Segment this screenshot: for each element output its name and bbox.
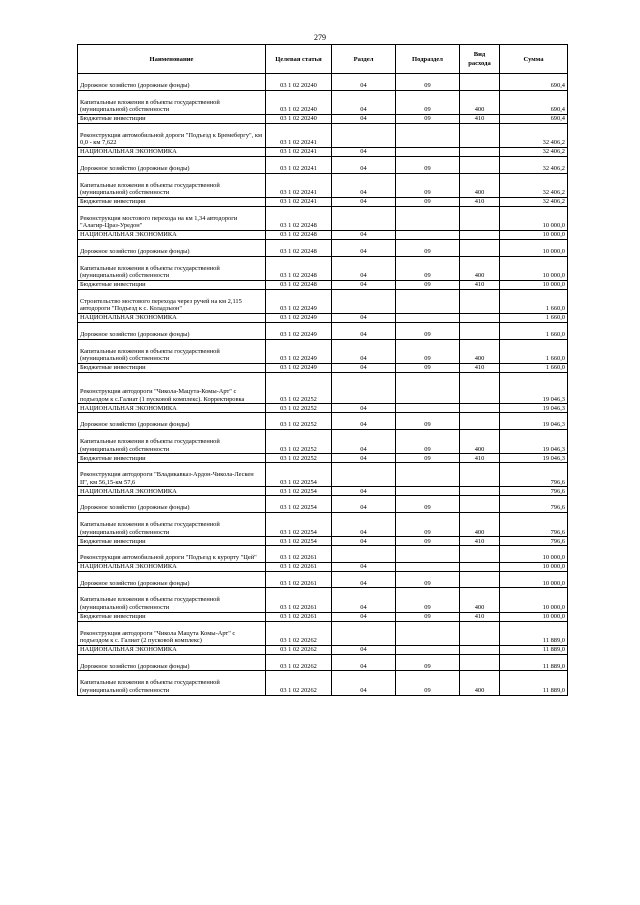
cell-subsection: 09 <box>396 239 460 256</box>
cell-name: НАЦИОНАЛЬНАЯ ЭКОНОМИКА <box>78 230 266 239</box>
cell-sum: 796,6 <box>500 463 568 487</box>
cell-subsection: 09 <box>396 90 460 114</box>
cell-sum: 10 000,0 <box>500 546 568 563</box>
cell-section: 04 <box>332 454 396 463</box>
cell-code: 03 1 02 20261 <box>266 588 332 612</box>
table-header-row <box>78 45 568 74</box>
table-row <box>78 487 568 496</box>
cell-sum: 11 889,0 <box>500 654 568 671</box>
cell-expense-type <box>460 230 500 239</box>
cell-name: Реконструкция автодороги "Чикола-Мацута-Комы-Арт" с подъездом к с.Галиат (1 пусковой комплекс). Корректировка <box>78 372 266 404</box>
cell-section: 04 <box>332 513 396 537</box>
cell-sum: 796,6 <box>500 513 568 537</box>
cell-name: Бюджетные инвестиции <box>78 197 266 206</box>
cell-name: Бюджетные инвестиции <box>78 612 266 621</box>
cell-name: Дорожное хозяйство (дорожные фонды) <box>78 496 266 513</box>
cell-code: 03 1 02 20254 <box>266 487 332 496</box>
cell-section: 04 <box>332 256 396 280</box>
cell-section: 04 <box>332 413 396 430</box>
cell-expense-type <box>460 487 500 496</box>
cell-code: 03 1 02 20252 <box>266 454 332 463</box>
cell-code: 03 1 02 20241 <box>266 123 332 147</box>
table-row <box>78 571 568 588</box>
cell-code: 03 1 02 20248 <box>266 256 332 280</box>
cell-expense-type <box>460 645 500 654</box>
cell-code: 03 1 02 20241 <box>266 197 332 206</box>
cell-section: 04 <box>332 114 396 123</box>
table-row <box>78 413 568 430</box>
cell-name: Капитальные вложения в объекты государственной (муниципальной) собственности <box>78 256 266 280</box>
cell-code: 03 1 02 20262 <box>266 654 332 671</box>
cell-sum: 690,4 <box>500 90 568 114</box>
cell-expense-type <box>460 463 500 487</box>
cell-subsection: 09 <box>396 339 460 363</box>
table-row <box>78 404 568 413</box>
table-row <box>78 230 568 239</box>
cell-sum: 10 000,0 <box>500 206 568 230</box>
cell-name: Дорожное хозяйство (дорожные фонды) <box>78 156 266 173</box>
cell-subsection: 09 <box>396 571 460 588</box>
cell-section: 04 <box>332 363 396 372</box>
header-expense-type: Вид расхода <box>460 45 500 74</box>
cell-sum: 10 000,0 <box>500 571 568 588</box>
cell-sum: 19 046,3 <box>500 372 568 404</box>
cell-subsection <box>396 147 460 156</box>
table-row <box>78 156 568 173</box>
cell-expense-type: 400 <box>460 430 500 454</box>
cell-expense-type <box>460 562 500 571</box>
cell-code: 03 1 02 20249 <box>266 313 332 322</box>
cell-subsection <box>396 123 460 147</box>
table-row <box>78 621 568 645</box>
table-row <box>78 513 568 537</box>
table-row <box>78 562 568 571</box>
cell-name: Дорожное хозяйство (дорожные фонды) <box>78 322 266 339</box>
cell-subsection <box>396 621 460 645</box>
cell-expense-type <box>460 654 500 671</box>
cell-expense-type <box>460 206 500 230</box>
cell-code: 03 1 02 20240 <box>266 74 332 91</box>
cell-expense-type: 400 <box>460 588 500 612</box>
cell-expense-type: 410 <box>460 280 500 289</box>
cell-expense-type: 410 <box>460 197 500 206</box>
table-row <box>78 496 568 513</box>
cell-expense-type <box>460 496 500 513</box>
cell-sum: 10 000,0 <box>500 239 568 256</box>
cell-expense-type <box>460 546 500 563</box>
cell-name: НАЦИОНАЛЬНАЯ ЭКОНОМИКА <box>78 562 266 571</box>
cell-name: НАЦИОНАЛЬНАЯ ЭКОНОМИКА <box>78 487 266 496</box>
header-sum: Сумма <box>500 45 568 74</box>
cell-section: 04 <box>332 487 396 496</box>
table-row <box>78 74 568 91</box>
cell-name: НАЦИОНАЛЬНАЯ ЭКОНОМИКА <box>78 404 266 413</box>
cell-expense-type <box>460 123 500 147</box>
cell-subsection: 09 <box>396 513 460 537</box>
cell-name: Капитальные вложения в объекты государственной (муниципальной) собственности <box>78 90 266 114</box>
cell-sum: 32 406,2 <box>500 197 568 206</box>
cell-subsection <box>396 206 460 230</box>
cell-section <box>332 123 396 147</box>
cell-section: 04 <box>332 562 396 571</box>
cell-sum: 32 406,2 <box>500 123 568 147</box>
cell-section: 04 <box>332 339 396 363</box>
cell-section: 04 <box>332 239 396 256</box>
table-row <box>78 363 568 372</box>
cell-code: 03 1 02 20254 <box>266 496 332 513</box>
cell-expense-type: 410 <box>460 612 500 621</box>
table-row <box>78 313 568 322</box>
table-row <box>78 123 568 147</box>
cell-name: Реконструкция автомобильной дороги "Подъезд к Бремебергу", км 0,0 - км 7,622 <box>78 123 266 147</box>
cell-expense-type: 410 <box>460 363 500 372</box>
cell-code: 03 1 02 20249 <box>266 363 332 372</box>
cell-section: 04 <box>332 571 396 588</box>
cell-expense-type: 410 <box>460 537 500 546</box>
table-row <box>78 173 568 197</box>
cell-section: 04 <box>332 671 396 695</box>
cell-section: 04 <box>332 74 396 91</box>
cell-expense-type <box>460 621 500 645</box>
table-row <box>78 197 568 206</box>
cell-section: 04 <box>332 645 396 654</box>
cell-name: Реконструкция мостового перехода на км 1,34 автодороги "Алагир-Цраз-Уредон" <box>78 206 266 230</box>
cell-sum: 32 406,2 <box>500 156 568 173</box>
cell-expense-type <box>460 147 500 156</box>
table-row <box>78 147 568 156</box>
cell-code: 03 1 02 20240 <box>266 90 332 114</box>
cell-code: 03 1 02 20241 <box>266 156 332 173</box>
cell-code: 03 1 02 20241 <box>266 173 332 197</box>
cell-subsection <box>396 313 460 322</box>
cell-code: 03 1 02 20261 <box>266 562 332 571</box>
cell-section: 04 <box>332 147 396 156</box>
cell-code: 03 1 02 20248 <box>266 280 332 289</box>
cell-name: Бюджетные инвестиции <box>78 114 266 123</box>
cell-section: 04 <box>332 588 396 612</box>
cell-subsection: 09 <box>396 496 460 513</box>
cell-name: НАЦИОНАЛЬНАЯ ЭКОНОМИКА <box>78 645 266 654</box>
cell-section: 04 <box>332 197 396 206</box>
cell-expense-type <box>460 74 500 91</box>
cell-section <box>332 372 396 404</box>
cell-sum: 10 000,0 <box>500 230 568 239</box>
cell-expense-type: 400 <box>460 339 500 363</box>
table-row <box>78 372 568 404</box>
cell-sum: 1 660,0 <box>500 363 568 372</box>
cell-expense-type <box>460 156 500 173</box>
cell-subsection: 09 <box>396 454 460 463</box>
cell-expense-type: 400 <box>460 173 500 197</box>
cell-name: Реконструкция автодороги "Чикола Мацута Комы-Арт" с подъездом к с. Галиат (2 пусковой комплекс) <box>78 621 266 645</box>
cell-sum: 19 046,3 <box>500 430 568 454</box>
cell-code: 03 1 02 20262 <box>266 621 332 645</box>
cell-subsection: 09 <box>396 114 460 123</box>
cell-section <box>332 289 396 313</box>
cell-section: 04 <box>332 156 396 173</box>
cell-section: 04 <box>332 537 396 546</box>
cell-section: 04 <box>332 612 396 621</box>
cell-subsection: 09 <box>396 280 460 289</box>
cell-name: Капитальные вложения в объекты государственной (муниципальной) собственности <box>78 173 266 197</box>
cell-name: Дорожное хозяйство (дорожные фонды) <box>78 654 266 671</box>
cell-code: 03 1 02 20249 <box>266 322 332 339</box>
cell-section <box>332 206 396 230</box>
cell-subsection: 09 <box>396 74 460 91</box>
cell-subsection: 09 <box>396 413 460 430</box>
header-subsection: Подраздел <box>396 45 460 74</box>
table-row <box>78 280 568 289</box>
table-row <box>78 588 568 612</box>
cell-expense-type <box>460 239 500 256</box>
table-row <box>78 654 568 671</box>
cell-expense-type <box>460 404 500 413</box>
cell-expense-type: 410 <box>460 454 500 463</box>
cell-subsection: 09 <box>396 430 460 454</box>
cell-expense-type <box>460 322 500 339</box>
cell-sum: 796,6 <box>500 496 568 513</box>
cell-sum: 11 889,0 <box>500 671 568 695</box>
cell-name: Реконструкция автомобильной дороги "Подъезд к курорту "Цей" <box>78 546 266 563</box>
cell-code: 03 1 02 20252 <box>266 404 332 413</box>
cell-section <box>332 546 396 563</box>
cell-name: Дорожное хозяйство (дорожные фонды) <box>78 239 266 256</box>
cell-subsection: 09 <box>396 322 460 339</box>
cell-expense-type <box>460 289 500 313</box>
cell-sum: 19 046,3 <box>500 404 568 413</box>
table-row <box>78 322 568 339</box>
cell-sum: 10 000,0 <box>500 588 568 612</box>
cell-section: 04 <box>332 90 396 114</box>
cell-subsection: 09 <box>396 197 460 206</box>
cell-code: 03 1 02 20262 <box>266 671 332 695</box>
cell-name: Реконструкция автодороги "Владикавказ-Ардон-Чикола-Лескен II", км 56,15-км 57,6 <box>78 463 266 487</box>
cell-code: 03 1 02 20248 <box>266 239 332 256</box>
cell-code: 03 1 02 20261 <box>266 546 332 563</box>
page-number: 279 <box>314 33 326 42</box>
cell-code: 03 1 02 20249 <box>266 339 332 363</box>
cell-expense-type: 400 <box>460 513 500 537</box>
cell-expense-type: 400 <box>460 256 500 280</box>
cell-name: НАЦИОНАЛЬНАЯ ЭКОНОМИКА <box>78 147 266 156</box>
cell-sum: 10 000,0 <box>500 280 568 289</box>
cell-section: 04 <box>332 322 396 339</box>
cell-section: 04 <box>332 404 396 413</box>
cell-sum: 32 406,2 <box>500 173 568 197</box>
cell-section <box>332 621 396 645</box>
budget-table <box>77 44 568 696</box>
cell-code: 03 1 02 20252 <box>266 430 332 454</box>
cell-name: Строительство мостового перехода через ручей на км 2,115 автодороги "Подъезд к с. Коладзыон" <box>78 289 266 313</box>
cell-sum: 32 406,2 <box>500 147 568 156</box>
header-section: Раздел <box>332 45 396 74</box>
cell-sum: 1 660,0 <box>500 313 568 322</box>
cell-code: 03 1 02 20261 <box>266 612 332 621</box>
cell-sum: 11 889,0 <box>500 621 568 645</box>
cell-subsection <box>396 562 460 571</box>
table-row <box>78 114 568 123</box>
header-name: Наименование <box>78 45 266 74</box>
table-row <box>78 537 568 546</box>
cell-subsection: 09 <box>396 363 460 372</box>
cell-name: Бюджетные инвестиции <box>78 363 266 372</box>
cell-sum: 10 000,0 <box>500 562 568 571</box>
cell-section: 04 <box>332 173 396 197</box>
table-row <box>78 612 568 621</box>
cell-code: 03 1 02 20254 <box>266 537 332 546</box>
table-row <box>78 430 568 454</box>
cell-expense-type <box>460 372 500 404</box>
cell-sum: 690,4 <box>500 114 568 123</box>
cell-code: 03 1 02 20249 <box>266 289 332 313</box>
table-row <box>78 239 568 256</box>
cell-subsection: 09 <box>396 173 460 197</box>
cell-section: 04 <box>332 430 396 454</box>
table-row <box>78 463 568 487</box>
cell-expense-type <box>460 571 500 588</box>
cell-code: 03 1 02 20252 <box>266 413 332 430</box>
cell-subsection <box>396 463 460 487</box>
cell-subsection <box>396 645 460 654</box>
cell-sum: 1 660,0 <box>500 322 568 339</box>
cell-subsection: 09 <box>396 671 460 695</box>
cell-name: Бюджетные инвестиции <box>78 537 266 546</box>
cell-expense-type: 410 <box>460 114 500 123</box>
cell-sum: 10 000,0 <box>500 256 568 280</box>
header-code: Целевая статья <box>266 45 332 74</box>
cell-name: Дорожное хозяйство (дорожные фонды) <box>78 571 266 588</box>
cell-code: 03 1 02 20252 <box>266 372 332 404</box>
cell-sum: 19 046,3 <box>500 454 568 463</box>
cell-subsection <box>396 289 460 313</box>
cell-section: 04 <box>332 496 396 513</box>
cell-name: НАЦИОНАЛЬНАЯ ЭКОНОМИКА <box>78 313 266 322</box>
cell-subsection: 09 <box>396 612 460 621</box>
table-row <box>78 289 568 313</box>
table-row <box>78 206 568 230</box>
cell-name: Капитальные вложения в объекты государственной (муниципальной) собственности <box>78 513 266 537</box>
table-row <box>78 339 568 363</box>
cell-name: Капитальные вложения в объекты государственной (муниципальной) собственности <box>78 430 266 454</box>
cell-section: 04 <box>332 280 396 289</box>
cell-section: 04 <box>332 230 396 239</box>
cell-code: 03 1 02 20248 <box>266 230 332 239</box>
cell-subsection: 09 <box>396 537 460 546</box>
cell-expense-type: 400 <box>460 671 500 695</box>
cell-expense-type <box>460 413 500 430</box>
cell-code: 03 1 02 20254 <box>266 463 332 487</box>
cell-code: 03 1 02 20240 <box>266 114 332 123</box>
cell-sum: 11 889,0 <box>500 645 568 654</box>
cell-subsection: 09 <box>396 256 460 280</box>
cell-subsection: 09 <box>396 156 460 173</box>
table-row <box>78 454 568 463</box>
cell-name: Бюджетные инвестиции <box>78 280 266 289</box>
cell-code: 03 1 02 20254 <box>266 513 332 537</box>
cell-code: 03 1 02 20262 <box>266 645 332 654</box>
cell-subsection <box>396 372 460 404</box>
table-row <box>78 256 568 280</box>
cell-name: Капитальные вложения в объекты государственной (муниципальной) собственности <box>78 671 266 695</box>
cell-name: Дорожное хозяйство (дорожные фонды) <box>78 413 266 430</box>
cell-name: Дорожное хозяйство (дорожные фонды) <box>78 74 266 91</box>
cell-subsection <box>396 546 460 563</box>
cell-subsection <box>396 230 460 239</box>
cell-sum: 19 046,3 <box>500 413 568 430</box>
cell-sum: 796,6 <box>500 537 568 546</box>
cell-name: Бюджетные инвестиции <box>78 454 266 463</box>
cell-expense-type: 400 <box>460 90 500 114</box>
cell-sum: 796,6 <box>500 487 568 496</box>
cell-sum: 10 000,0 <box>500 612 568 621</box>
cell-code: 03 1 02 20248 <box>266 206 332 230</box>
cell-name: Капитальные вложения в объекты государственной (муниципальной) собственности <box>78 339 266 363</box>
cell-sum: 1 660,0 <box>500 339 568 363</box>
table-row <box>78 90 568 114</box>
cell-sum: 690,4 <box>500 74 568 91</box>
table-row <box>78 546 568 563</box>
cell-subsection: 09 <box>396 654 460 671</box>
cell-section: 04 <box>332 654 396 671</box>
cell-expense-type <box>460 313 500 322</box>
cell-subsection <box>396 404 460 413</box>
cell-code: 03 1 02 20241 <box>266 147 332 156</box>
cell-subsection: 09 <box>396 588 460 612</box>
table-row <box>78 645 568 654</box>
cell-code: 03 1 02 20261 <box>266 571 332 588</box>
cell-name: Капитальные вложения в объекты государственной (муниципальной) собственности <box>78 588 266 612</box>
table-row <box>78 671 568 695</box>
cell-subsection <box>396 487 460 496</box>
cell-sum: 1 660,0 <box>500 289 568 313</box>
cell-section <box>332 463 396 487</box>
cell-section: 04 <box>332 313 396 322</box>
